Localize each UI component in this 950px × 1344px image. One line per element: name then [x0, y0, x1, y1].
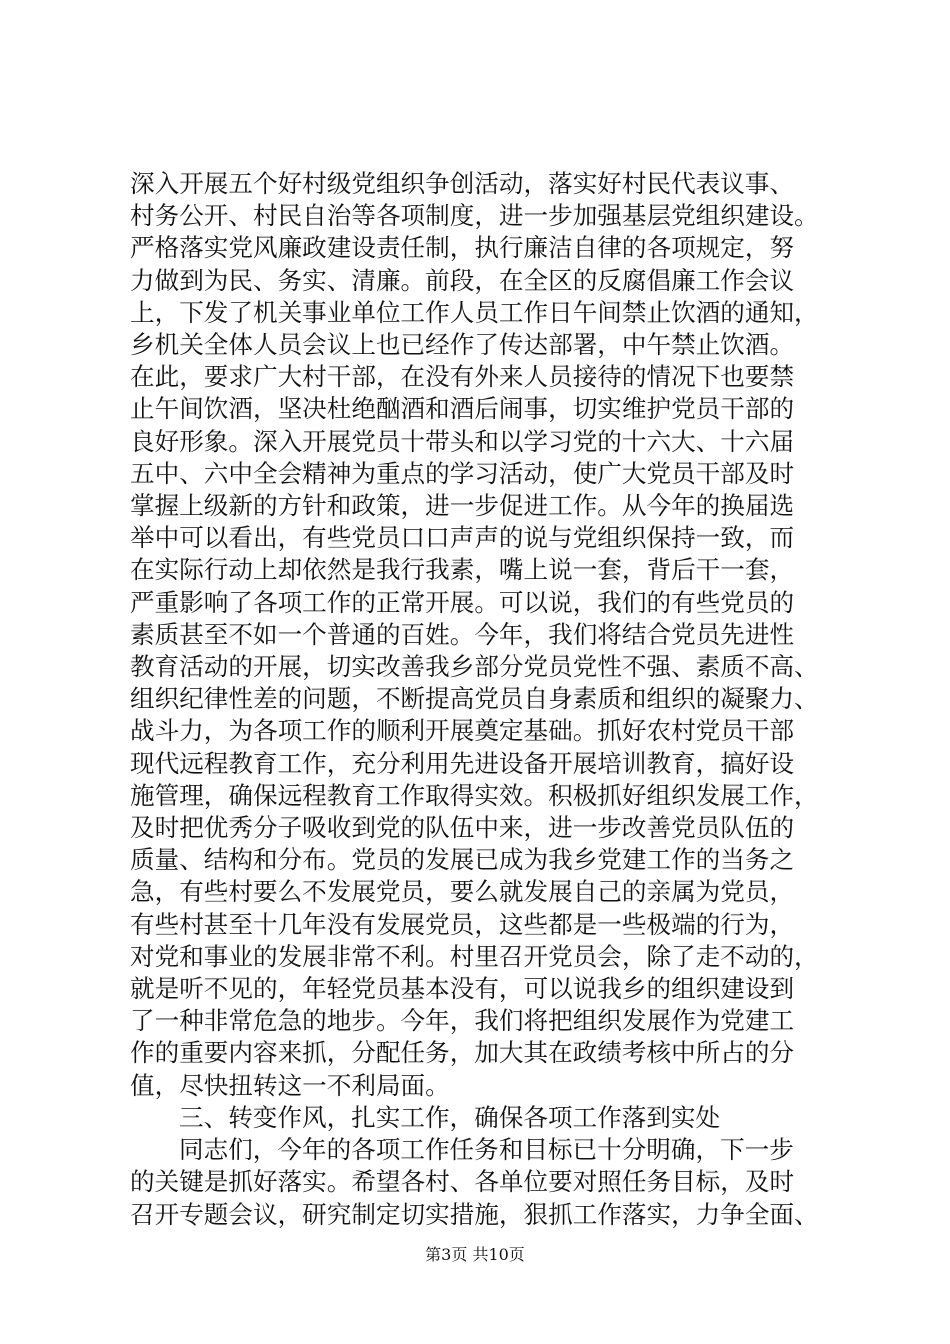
text-line: 组织纪律性差的问题，不断提高党员自身素质和组织的凝聚力、	[130, 684, 819, 714]
text-line: 急，有些村要么不发展党员，要么就发展自己的亲属为党员，	[130, 877, 795, 907]
text-line: 战斗力，为各项工作的顺利开展奠定基础。抓好农村党员干部	[130, 716, 795, 746]
text-line: 力做到为民、务实、清廉。前段，在全区的反腐倡廉工作会议	[130, 265, 795, 295]
text-line: 良好形象。深入开展党员十带头和以学习党的十六大、十六届	[130, 426, 795, 456]
text-line: 作的重要内容来抓，分配任务，加大其在政绩考核中所占的分	[130, 1038, 795, 1068]
text-line: 在实际行动上却依然是我行我素，嘴上说一套，背后干一套，	[130, 555, 795, 585]
text-line: 对党和事业的发展非常不利。村里召开党员会，除了走不动的，	[130, 941, 819, 971]
text-line: 值，尽快扭转这一不利局面。	[130, 1070, 450, 1100]
paragraph-1	[130, 168, 860, 1102]
text-line: 有些村甚至十几年没有发展党员，这些都是一些极端的行为，	[130, 909, 795, 939]
text-line: 村务公开、村民自治等各项制度，进一步加强基层党组织建设。	[130, 201, 819, 231]
text-line: 举中可以看出，有些党员口口声声的说与党组织保持一致，而	[130, 523, 795, 553]
text-line: 严格落实党风廉政建设责任制，执行廉洁自律的各项规定，努	[130, 233, 795, 263]
paragraph-2	[130, 1134, 860, 1231]
document-body	[130, 168, 860, 1231]
text-line: 深入开展五个好村级党组织争创活动，落实好村民代表议事、	[130, 169, 795, 198]
section-heading: 三、转变作风，扎实工作，确保各项工作落到实处	[179, 1102, 721, 1132]
text-line: 止午间饮酒，坚决杜绝酗酒和酒后闹事，切实维护党员干部的	[130, 394, 795, 424]
text-line: 及时把优秀分子吸收到党的队伍中来，进一步改善党员队伍的	[130, 813, 795, 843]
text-line: 在此，要求广大村干部，在没有外来人员接待的情况下也要禁	[130, 362, 795, 392]
text-line: 了一种非常危急的地步。今年，我们将把组织发展作为党建工	[130, 1006, 795, 1036]
text-line: 同志们，今年的各项工作任务和目标已十分明确，下一步	[179, 1135, 794, 1165]
text-line: 掌握上级新的方针和政策，进一步促进工作。从今年的换届选	[130, 491, 795, 521]
text-line: 施管理，确保远程教育工作取得实效。积极抓好组织发展工作，	[130, 780, 819, 810]
page-number-footer: 第3页 共10页	[425, 1245, 525, 1264]
text-line: 乡机关全体人员会议上也已经作了传达部署，中午禁止饮酒。	[130, 330, 795, 360]
text-line: 的关键是抓好落实。希望各村、各单位要对照任务目标，及时	[130, 1167, 795, 1197]
text-line: 现代远程教育工作，充分利用先进设备开展培训教育，搞好设	[130, 748, 795, 778]
text-line: 教育活动的开展，切实改善我乡部分党员党性不强、素质不高、	[130, 652, 819, 682]
text-line: 质量、结构和分布。党员的发展已成为我乡党建工作的当务之	[130, 845, 795, 875]
text-line: 五中、六中全会精神为重点的学习活动，使广大党员干部及时	[130, 458, 795, 488]
text-line: 上，下发了机关事业单位工作人员工作日午间禁止饮酒的通知，	[130, 297, 819, 327]
text-line: 就是听不见的，年轻党员基本没有，可以说我乡的组织建设到	[130, 974, 795, 1004]
text-line: 素质甚至不如一个普通的百姓。今年，我们将结合党员先进性	[130, 619, 795, 649]
text-line: 严重影响了各项工作的正常开展。可以说，我们的有些党员的	[130, 587, 795, 617]
text-line: 召开专题会议，研究制定切实措施，狠抓工作落实，力争全面、	[130, 1199, 819, 1229]
